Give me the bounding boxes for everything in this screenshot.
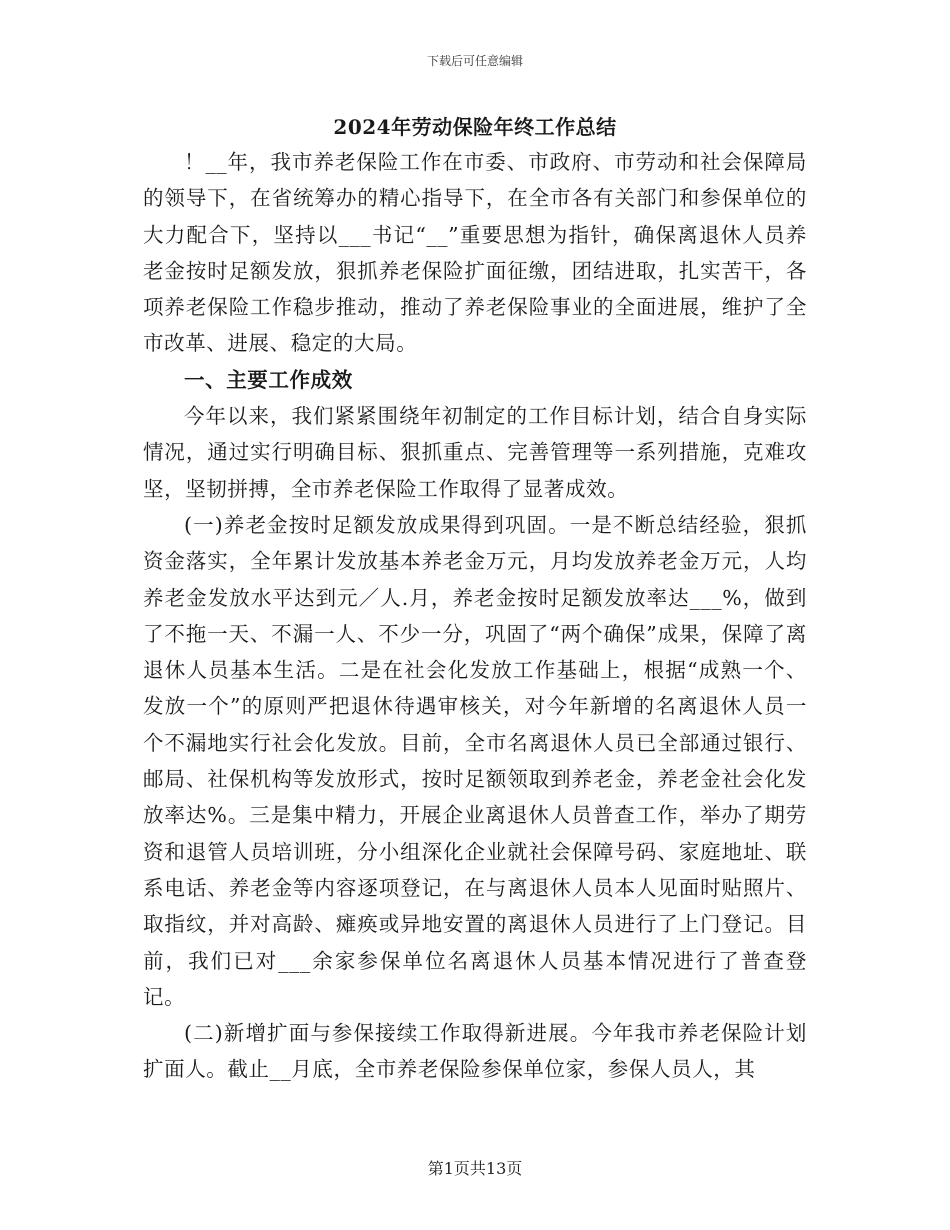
paragraph-overview: 今年以来，我们紧紧围绕年初制定的工作目标计划，结合自身实际情况，通过实行明确目标、狠抓重点、完善管理等一系列措施，克难攻坚，坚韧拼搏，全市养老保险工作取得了显著成效。 <box>143 404 807 501</box>
section-heading: 一、主要工作成效 <box>184 367 353 392</box>
download-note: 下载后可任意编辑 <box>426 54 523 68</box>
paragraph-intro: ！__年，我市养老保险工作在市委、市政府、市劳动和社会保障局的领导下，在省统筹办的精心指导下，在全市各有关部门和参保单位的大力配合下，坚持以___书记“__”重要思想为指针，确保离退休人员养老金按时足额发放，狠抓养老保险扩面征缴，团结进取，扎实苦干，各项养老保险工作稳步推动，推动了养老保险事业的全面进展，维护了全市改革、进展、稳定的大局。 <box>143 150 807 356</box>
document-body <box>143 112 807 1088</box>
document-title: 2024年劳动保险年终工作总结 <box>333 115 617 139</box>
paragraph-pension-payment: (一)养老金按时足额发放成果得到巩固。一是不断总结经验，狠抓资金落实，全年累计发放基本养老金万元，月均发放养老金万元，人均养老金发放水平达到元／人.月，养老金按时足额发放率达___%，做到了不拖一天、不漏一人、不少一分，巩固了“两个确保”成果，保障了离退休人员基本生活。二是在社会化发放工作基础上，根据“成熟一个、发放一个”的原则严把退休待遇审核关，对今年新增的名离退休人员一个不漏地实行社会化发放。目前，全市名离退休人员已全部通过银行、邮局、社保机构等发放形式，按时足额领取到养老金，养老金社会化发放率达%。三是集中精力，开展企业离退休人员普查工作，举办了期劳资和退管人员培训班，分小组深化企业就社会保障号码、家庭地址、联系电话、养老金等内容逐项登记，在与离退休人员本人见面时贴照片、取指纹，并对高龄、瘫痪或异地安置的离退休人员进行了上门登记。目前，我们已对___余家参保单位名离退休人员基本情况进行了普查登记。 <box>143 512 807 1009</box>
paragraph-coverage-expansion: (二)新增扩面与参保接续工作取得新进展。今年我市养老保险计划扩面人。截止__月底，全市养老保险参保单位家，参保人员人，其 <box>143 1021 807 1082</box>
page-number: 第1页共13页 <box>427 1159 523 1178</box>
